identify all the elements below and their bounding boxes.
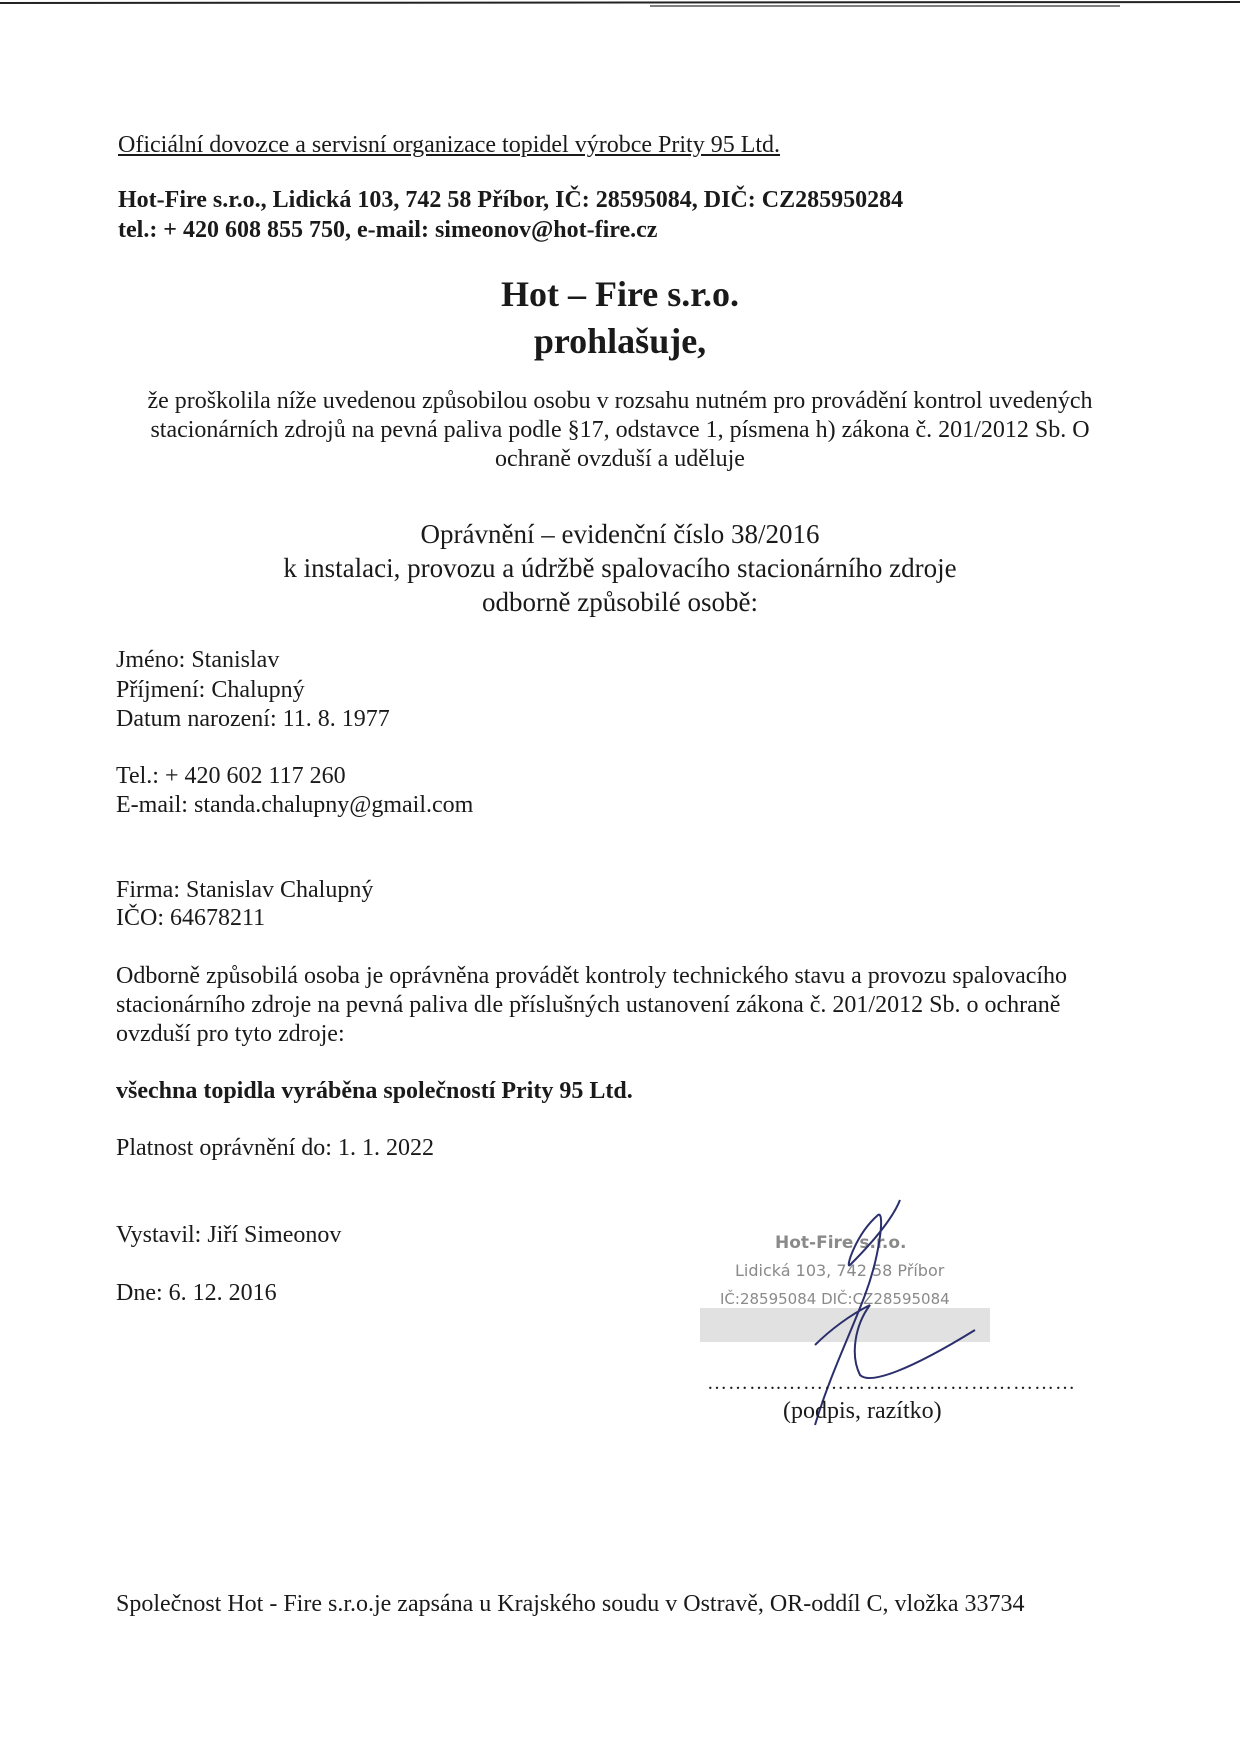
- signature-caption: (podpis, razítko): [783, 1398, 942, 1424]
- issued-by: Vystavil: Jiří Simeonov: [116, 1222, 342, 1248]
- scan-edge-line: [0, 0, 1240, 12]
- declaration-line-3: ochraně ovzduší a uděluje: [495, 446, 745, 472]
- footer-registration: Společnost Hot - Fire s.r.o.je zapsána u Krajského soudu v Ostravě, OR-oddíl C, vložka 33734: [116, 1591, 1025, 1617]
- company-address-line: Hot-Fire s.r.o., Lidická 103, 742 58 Příbor, IČ: 28595084, DIČ: CZ285950284: [118, 187, 904, 213]
- scope-line-2: stacionárního zdroje na pevná paliva dle příslušných ustanovení zákona č. 201/2012 Sb. o ochraně: [116, 992, 1061, 1018]
- validity-date: Platnost oprávnění do: 1. 1. 2022: [116, 1135, 434, 1161]
- declaration-verb: prohlašuje,: [533, 321, 707, 361]
- scope-line-3: ovzduší pro tyto zdroje:: [116, 1021, 345, 1047]
- declaration-line-2: stacionárních zdrojů na pevná paliva podle §17, odstavce 1, písmena h) zákona č. 201/2012 Sb. O: [150, 417, 1090, 443]
- stamp-line-1: Hot-Fire s.r.o.: [775, 1233, 907, 1253]
- person-phone: Tel.: + 420 602 117 260: [116, 763, 346, 789]
- scope-devices: všechna topidla vyráběna společností Prity 95 Ltd.: [116, 1078, 633, 1104]
- issue-date: Dne: 6. 12. 2016: [116, 1280, 277, 1306]
- importer-line: Oficiální dovozce a servisní organizace topidel výrobce Prity 95 Ltd.: [118, 132, 781, 158]
- authorization-scope: k instalaci, provozu a údržbě spalovacího stacionárního zdroje: [283, 553, 957, 583]
- declaration-company: Hot – Fire s.r.o.: [501, 274, 739, 314]
- declaration-line-1: že proškolila níže uvedenou způsobilou osobu v rozsahu nutném pro provádění kontrol uvedených: [147, 388, 1093, 414]
- person-birth-date: Datum narození: 11. 8. 1977: [116, 706, 390, 732]
- stamp-line-3: IČ:28595084 DIČ:CZ28595084: [720, 1290, 950, 1308]
- stamp-line-2: Lidická 103, 742 58 Příbor: [735, 1261, 945, 1280]
- person-email: E-mail: standa.chalupny@gmail.com: [116, 792, 474, 818]
- person-surname: Příjmení: Chalupný: [116, 677, 305, 703]
- person-name: Jméno: Stanislav: [116, 647, 280, 673]
- signature-dots: ………..……………………………………: [707, 1372, 1076, 1394]
- scope-line-1: Odborně způsobilá osoba je oprávněna provádět kontroly technického stavu a provozu spalovacího: [116, 963, 1068, 989]
- authorization-number: Oprávnění – evidenční číslo 38/2016: [420, 519, 820, 549]
- authorization-recipient: odborně způsobilé osobě:: [482, 587, 758, 617]
- person-ico: IČO: 64678211: [116, 905, 266, 931]
- company-contact-line: tel.: + 420 608 855 750, e-mail: simeonov@hot-fire.cz: [118, 217, 658, 243]
- person-firm: Firma: Stanislav Chalupný: [116, 877, 374, 903]
